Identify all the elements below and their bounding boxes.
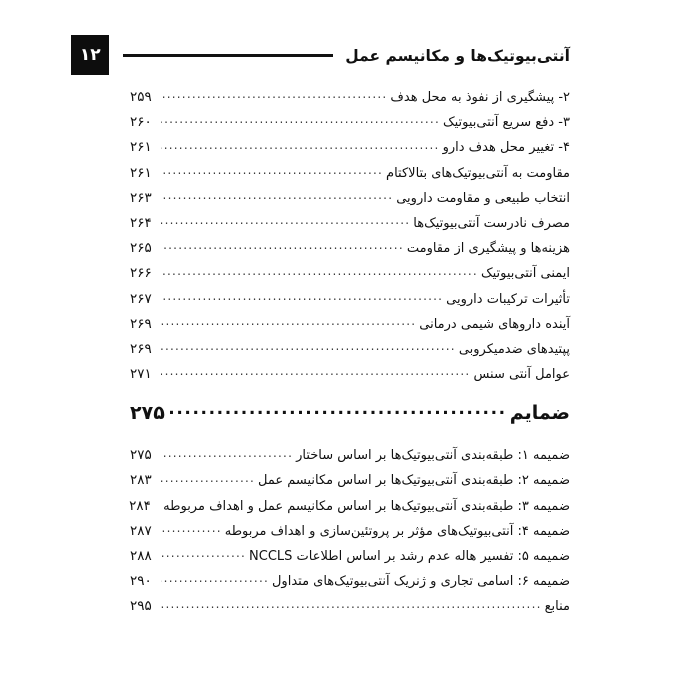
toc-entry-label: مصرف نادرست آنتی‌بیوتیک‌ها bbox=[413, 215, 570, 231]
toc-dot-leader bbox=[161, 446, 293, 459]
toc-dot-leader bbox=[161, 340, 456, 353]
toc-entry-label: ضمیمه ۳: طبقه‌بندی آنتی‌بیوتیک‌ها بر اساس مکانیسم عمل و اهداف مربوطه bbox=[163, 498, 570, 514]
toc-dot-leader bbox=[161, 471, 255, 484]
toc-entry[interactable] bbox=[130, 497, 570, 522]
toc-entry-label: ۲- پیشگیری از نفوذ به محل هدف bbox=[390, 90, 570, 105]
toc-entry-label: منابع bbox=[544, 599, 570, 615]
toc-dot-leader bbox=[161, 264, 478, 277]
toc-entry-label: آینده داروهای شیمی درمانی bbox=[419, 316, 570, 332]
toc-dot-leader bbox=[161, 138, 440, 151]
toc-entry-page-number: ۲۶۶ bbox=[130, 265, 152, 282]
toc-entry[interactable] bbox=[130, 522, 570, 547]
toc-dot-leader bbox=[161, 290, 443, 303]
toc-entry-label: پپتیدهای ضدمیکروبی bbox=[458, 341, 570, 357]
toc-entry-page-number: ۲۶۷ bbox=[130, 290, 152, 307]
toc-dot-leader bbox=[161, 189, 393, 202]
toc-entry[interactable] bbox=[130, 88, 570, 113]
toc-entry-label: ضمیمه ۴: آنتی‌بیوتیک‌های مؤثر بر پروتئین‌سازی و اهداف مربوطه bbox=[224, 523, 570, 539]
toc-dot-leader bbox=[161, 164, 383, 177]
toc-dot-leader bbox=[161, 365, 470, 378]
toc-entry[interactable] bbox=[130, 239, 570, 264]
toc-entry-label: ضمایم bbox=[509, 402, 570, 425]
toc-entry-label: ۳- دفع سریع آنتی‌بیوتیک bbox=[442, 115, 570, 131]
toc-dot-leader bbox=[161, 597, 542, 610]
toc-entry[interactable] bbox=[130, 290, 570, 315]
toc-entry-page-number: ۲۷۵ bbox=[130, 402, 165, 425]
running-header bbox=[79, 34, 570, 76]
toc-entry-label: مقاومت به آنتی‌بیوتیک‌های بتالاکتام bbox=[386, 165, 570, 181]
toc-entry[interactable] bbox=[130, 315, 570, 340]
page-folio-badge: ۱۲ bbox=[71, 35, 109, 75]
toc-dot-leader bbox=[161, 239, 404, 252]
toc-entry[interactable] bbox=[130, 597, 570, 622]
toc-entry-page-number: ۲۶۹ bbox=[130, 315, 152, 332]
toc-entry-page-number: ۲۶۱ bbox=[130, 164, 152, 181]
toc-section-heading[interactable] bbox=[130, 400, 570, 438]
toc-entry-label: ضمیمه ۱: طبقه‌بندی آنتی‌بیوتیک‌ها بر اساس ساختار bbox=[296, 448, 570, 464]
toc-entry-page-number: ۲۶۳ bbox=[130, 189, 152, 206]
toc-entry[interactable] bbox=[130, 189, 570, 214]
toc-entry-page-number: ۲۹۰ bbox=[130, 573, 152, 590]
toc-entry-page-number: ۲۵۹ bbox=[130, 89, 152, 105]
toc-entry-page-number: ۲۸۸ bbox=[130, 548, 152, 564]
header-rule-divider bbox=[123, 54, 333, 57]
toc-entry[interactable] bbox=[130, 214, 570, 239]
toc-dot-leader bbox=[161, 113, 440, 126]
toc-dot-leader bbox=[161, 315, 416, 328]
toc-entry-label: ایمنی آنتی‌بیوتیک bbox=[480, 266, 570, 282]
toc-entry-page-number: ۲۶۰ bbox=[130, 114, 152, 131]
toc-entry[interactable] bbox=[130, 340, 570, 365]
toc-entry[interactable] bbox=[130, 138, 570, 163]
toc-entry-page-number: ۲۸۷ bbox=[130, 522, 152, 539]
toc-entry-label: ضمیمه ۶: اسامی تجاری و ژنریک آنتی‌بیوتیک‌های متداول bbox=[271, 574, 570, 590]
toc-dot-leader bbox=[161, 522, 222, 535]
toc-entry-label: انتخاب طبیعی و مقاومت دارویی bbox=[396, 190, 570, 206]
toc-entry-label: تأثیرات ترکیبات دارویی bbox=[446, 291, 570, 307]
toc-entry[interactable] bbox=[130, 572, 570, 597]
toc-entry-page-number: ۲۶۹ bbox=[130, 340, 152, 357]
toc-entry-page-number: ۲۸۴ bbox=[129, 497, 151, 514]
toc-entry[interactable] bbox=[130, 264, 570, 289]
toc-entry-label: عوامل آنتی سنس bbox=[473, 367, 570, 383]
toc-dot-leader bbox=[169, 400, 507, 419]
toc-entry[interactable] bbox=[130, 365, 570, 390]
toc-entry[interactable] bbox=[130, 471, 570, 496]
toc-entry-page-number: ۲۶۱ bbox=[130, 139, 152, 156]
toc-entry[interactable] bbox=[130, 164, 570, 189]
toc-entry-page-number: ۲۶۴ bbox=[130, 214, 152, 231]
toc-dot-leader bbox=[161, 88, 387, 101]
table-of-contents-list bbox=[130, 88, 570, 623]
toc-entry-label: ضمیمه ۲: طبقه‌بندی آنتی‌بیوتیک‌ها بر اساس مکانیسم عمل bbox=[258, 473, 570, 489]
toc-entry[interactable] bbox=[130, 113, 570, 138]
toc-entry-label: هزینه‌ها و پیشگیری از مقاومت bbox=[406, 241, 570, 257]
toc-entry-page-number: ۲۷۱ bbox=[130, 366, 152, 383]
toc-dot-leader bbox=[161, 547, 246, 560]
toc-entry[interactable] bbox=[130, 547, 570, 572]
toc-entry-label: ۴- تغییر محل هدف دارو bbox=[442, 140, 570, 156]
toc-entry[interactable] bbox=[130, 446, 570, 471]
toc-dot-leader bbox=[161, 214, 410, 227]
toc-entry-page-number: ۲۷۵ bbox=[130, 447, 152, 464]
header-book-title: آنتی‌بیوتیک‌ها و مکانیسم عمل bbox=[345, 47, 570, 65]
toc-entry-page-number: ۲۶۵ bbox=[130, 240, 152, 257]
toc-dot-leader bbox=[161, 572, 269, 585]
toc-entry-label: ضمیمه ۵: تفسیر هاله عدم رشد بر اساس اطلاعات NCCLS bbox=[249, 549, 570, 564]
toc-entry-page-number: ۲۹۵ bbox=[130, 598, 152, 615]
toc-entry-page-number: ۲۸۳ bbox=[130, 472, 152, 489]
